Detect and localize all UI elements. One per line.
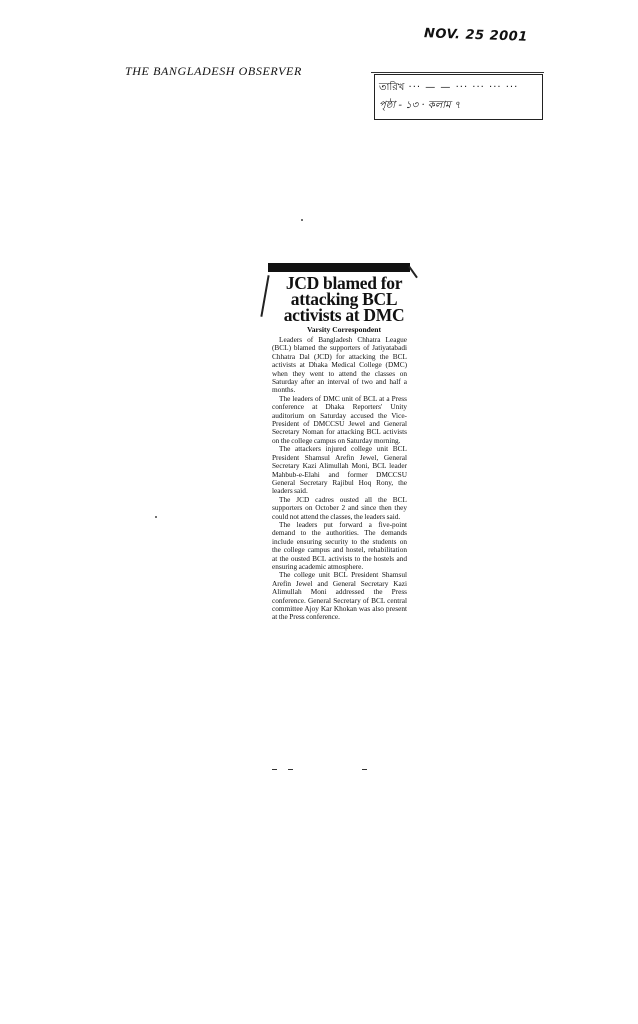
clipping-header-bar [268, 263, 410, 272]
stamp-page-label: পৃষ্ঠা [379, 100, 396, 111]
stamp-date-label: তারিখ [379, 82, 405, 93]
headline-line: JCD blamed for [285, 273, 403, 293]
article-byline: Varsity Correspondent [306, 325, 382, 334]
stamp-column-value: ৭ [453, 100, 461, 111]
article-headline [272, 275, 416, 323]
newspaper-masthead: THE BANGLADESH OBSERVER [125, 64, 302, 78]
stamp-column-label: কলাম [427, 100, 451, 111]
scan-speck [301, 219, 303, 221]
article-paragraph: The college unit BCL President Shamsul Arefin Jewel and General Secretary Kazi Alimullah Moni addressed the Press conference. General Secretary of BCL central committee Ajoy Kar Khokan was also present at the Press conference. [272, 570, 407, 622]
headline-line: attacking BCL [290, 289, 398, 309]
article-paragraph: The leaders of DMC unit of BCL at a Press conference at Dhaka Reporters' Unity auditorium on Saturday accused the Vice-President of DMCCSU Jewel and General Secretary Noman for attacking BCL activists on the college campus on Saturday morning. [272, 393, 407, 445]
article-body [272, 336, 407, 622]
clipping-cut-mark [260, 275, 269, 317]
stamp-page-value: ১৩ [405, 100, 419, 111]
article-paragraph: The leaders put forward a five-point demand to the authorities. The demands include ensuring security to the students on the college campus and hostel, rehabilitation at the ousted BCL activists to the hostels and ensuring academic atmosphere. [272, 519, 407, 571]
article-paragraph: Leaders of Bangladesh Chhatra League (BCL) blamed the supporters of Jatiyatabadi Chhatra Dal (JCD) for attacking the BCL activists at Dhaka Medical College (DMC) when they went to attend the classes on Saturday after an interval of two and half a months. [272, 335, 407, 395]
stamp-top-rule [371, 72, 544, 73]
clipping-cut-mark [288, 769, 293, 770]
stamp-date-line: তারিখ ··· — — ··· ··· ··· ··· [379, 82, 519, 93]
headline-line: activists at DMC [283, 305, 405, 325]
clipping-cut-mark [362, 769, 367, 770]
handwritten-date: NOV. 25 2001 [423, 26, 529, 45]
article-paragraph: The JCD cadres ousted all the BCL supporters on October 2 and since then they could not attend the classes, the leaders said. [272, 494, 407, 521]
clipping-cut-mark [272, 769, 277, 770]
article-paragraph: The attackers injured college unit BCL President Shamsul Arefin Jewel, General Secretary Kazi Alimullah Moni, BCL leader Mahbub-e-Elahi and former DMCCSU General Secretary Rajibul Hoq Rony, the leaders said. [272, 444, 407, 496]
stamp-page-line: পৃষ্ঠা - ১৩ · কলাম ৭ [379, 100, 461, 111]
scan-speck [155, 516, 157, 518]
date-stamp [371, 72, 544, 121]
